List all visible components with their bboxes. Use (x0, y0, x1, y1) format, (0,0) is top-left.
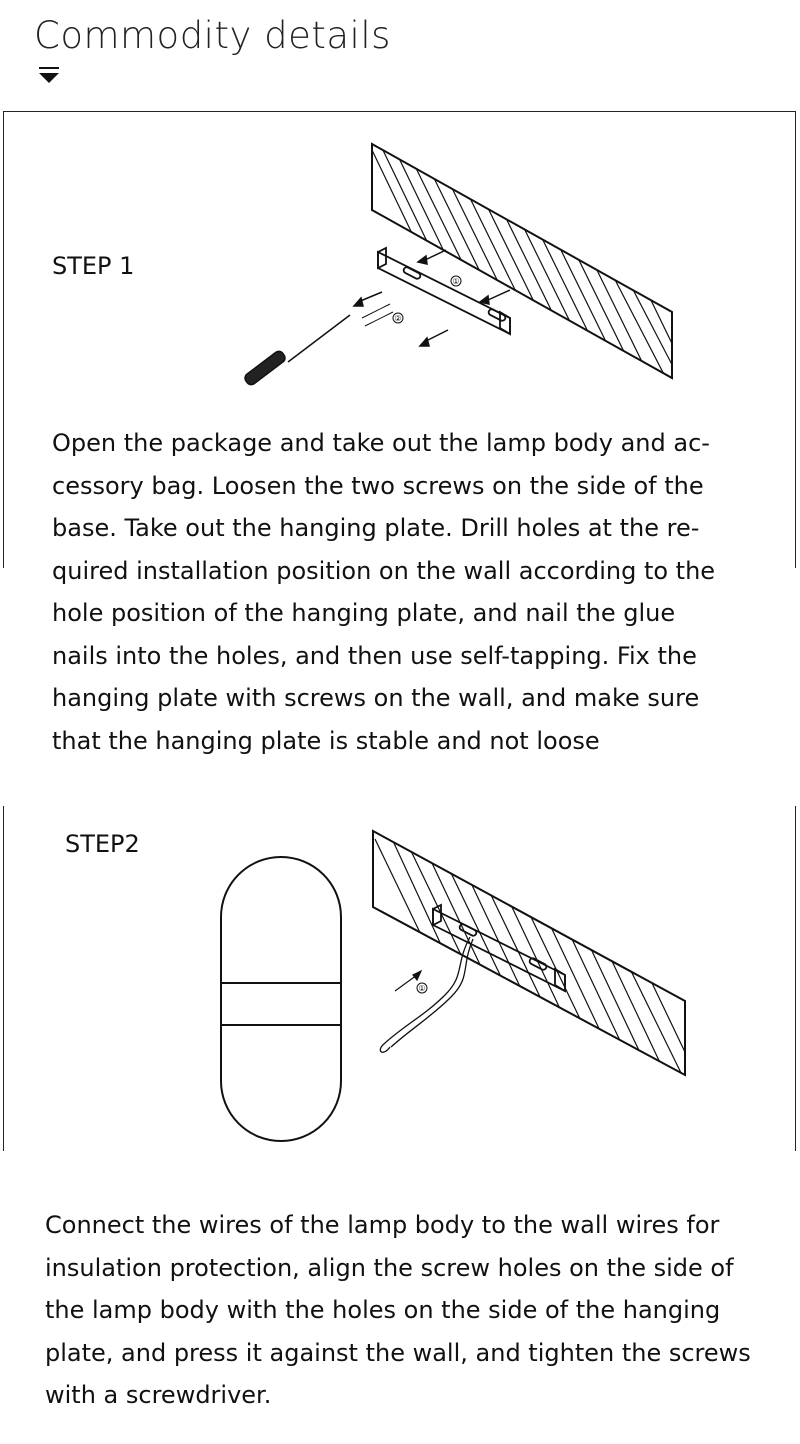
step-2-description (45, 1204, 780, 1417)
screwdriver (243, 315, 350, 387)
text-line: hole position of the hanging plate, and nail the glue (52, 599, 676, 627)
text-line: Open the package and take out the lamp body and ac- (52, 429, 710, 457)
text-line: that the hanging plate is stable and not loose (52, 726, 600, 755)
page-title: Commodity details (34, 14, 391, 57)
text-line: nails into the holes, and then use self-tapping. Fix the (52, 641, 697, 670)
text-line: quired installation position on the wall according to the (52, 556, 716, 585)
text-line: hanging plate with screws on the wall, and make sure (52, 684, 700, 712)
text-line: cessory bag. Loosen the two screws on the side of the (52, 471, 704, 500)
step-1-illustration (230, 140, 680, 390)
triangle-down-icon (38, 66, 60, 86)
wall-panel-2 (373, 831, 695, 1081)
lamp-body-outline (221, 857, 341, 1141)
text-line: with a screwdriver. (45, 1381, 272, 1409)
text-line: Connect the wires of the lamp body to the wall wires for (45, 1211, 720, 1239)
step-2-illustration (215, 825, 695, 1165)
callout-1: ① (452, 277, 460, 286)
step-1-description (52, 422, 752, 762)
text-line: the lamp body with the holes on the side of the hanging (45, 1296, 721, 1324)
callout-1-step2: ① (418, 984, 426, 993)
wall-panel (372, 144, 680, 386)
text-line: base. Take out the hanging plate. Drill holes at the re- (52, 514, 700, 542)
frame-border-right-lower (795, 806, 796, 1151)
text-line: insulation protection, align the screw holes on the side of (45, 1253, 734, 1282)
frame-border-left-lower (3, 806, 4, 1151)
step-2-label: STEP2 (65, 830, 140, 858)
step-1-label: STEP 1 (52, 252, 135, 280)
frame-border-top (3, 111, 795, 112)
drill-lines (362, 304, 393, 326)
frame-border-right (795, 111, 796, 568)
text-line: plate, and press it against the wall, and tighten the screws (45, 1338, 751, 1367)
frame-border-left (3, 111, 4, 568)
callout-2: ② (394, 314, 402, 323)
